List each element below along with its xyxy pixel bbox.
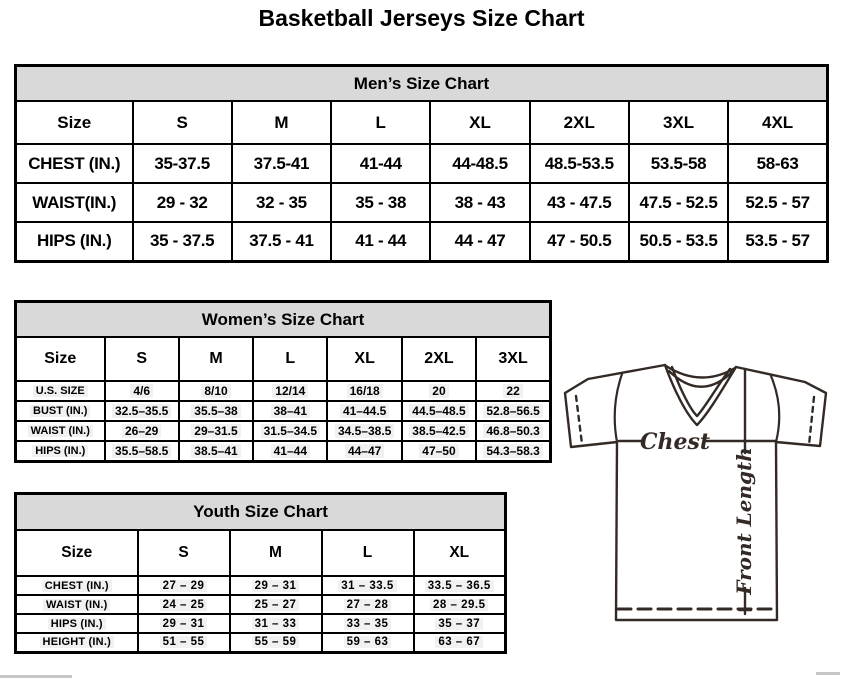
size-value: 48.5-53.5 — [544, 153, 614, 173]
size-value: 4/6 — [130, 384, 153, 398]
size-value-cell — [430, 222, 529, 261]
size-value-cell — [728, 144, 827, 183]
size-value: 38.5–42.5 — [409, 424, 468, 438]
size-value: 28 – 29.5 — [430, 599, 488, 611]
size-value-cell — [331, 183, 430, 222]
size-value: 44–47 — [345, 444, 384, 458]
size-value: 33.5 – 36.5 — [425, 580, 494, 592]
row-label-text: HIPS (IN.) — [48, 618, 106, 630]
page-title: Basketball Jerseys Size Chart — [258, 5, 585, 31]
column-header: S — [133, 101, 232, 144]
size-value: 16/18 — [347, 384, 383, 398]
size-value: 35 - 38 — [355, 192, 407, 212]
row-label — [16, 633, 138, 652]
size-value-cell — [253, 421, 327, 441]
size-value: 29 – 31 — [160, 618, 208, 630]
column-header: M — [179, 337, 253, 381]
column-header: 2XL — [402, 337, 476, 381]
column-header: L — [331, 101, 430, 144]
mens-title-row — [16, 66, 828, 102]
size-value: 35.5–38 — [191, 404, 240, 418]
size-value: 35 - 37.5 — [149, 231, 215, 251]
size-value: 34.5–38.5 — [335, 424, 394, 438]
table-row — [16, 183, 828, 222]
jersey-left-sleeve-seam — [615, 374, 622, 442]
size-value-cell — [530, 222, 629, 261]
jersey-measurement-diagram — [555, 352, 843, 644]
size-value-cell — [138, 576, 230, 595]
size-value: 46.8–50.3 — [483, 424, 542, 438]
table-row — [16, 222, 828, 261]
size-value: 35-37.5 — [154, 153, 210, 173]
size-value-cell — [253, 401, 327, 421]
size-value: 35.5–58.5 — [112, 444, 171, 458]
table-row — [16, 421, 551, 441]
size-value: 24 – 25 — [160, 599, 208, 611]
table-row — [16, 381, 551, 401]
size-value: 35 – 37 — [435, 618, 483, 630]
size-value-cell — [402, 421, 476, 441]
size-value: 37.5-41 — [253, 153, 310, 173]
column-header: Size — [16, 101, 133, 144]
size-value-cell — [327, 421, 401, 441]
size-value-cell — [230, 633, 322, 652]
size-value: 38.5–41 — [191, 444, 240, 458]
row-label-text: WAIST(IN.) — [32, 192, 117, 212]
front-length-label: Front Length — [732, 447, 756, 595]
size-value-cell — [105, 421, 179, 441]
size-value-cell — [105, 401, 179, 421]
womens-size-chart-table — [14, 300, 552, 463]
size-value-cell — [230, 614, 322, 633]
mens-column-header-row — [16, 101, 828, 144]
column-header: S — [105, 337, 179, 381]
column-header: Size — [16, 530, 138, 576]
size-value: 38–41 — [271, 404, 310, 418]
size-value: 41–44.5 — [340, 404, 389, 418]
row-label-text: HEIGHT (IN.) — [40, 636, 114, 648]
size-value: 52.5 - 57 — [745, 192, 810, 212]
size-value-cell — [430, 183, 529, 222]
size-value: 63 – 67 — [435, 636, 483, 648]
size-value-cell — [179, 401, 253, 421]
row-label — [16, 401, 105, 421]
size-value: 32 - 35 — [256, 192, 307, 212]
size-value-cell — [430, 144, 529, 183]
size-value: 44-48.5 — [452, 153, 508, 173]
size-value-cell — [133, 183, 232, 222]
jersey-right-sleeve-seam — [771, 376, 779, 442]
jersey-right-cuff-dash — [809, 397, 814, 445]
youth-title-row — [16, 494, 506, 531]
size-value: 33 – 35 — [344, 618, 392, 630]
size-value-cell — [179, 381, 253, 401]
size-value-cell — [232, 144, 331, 183]
size-value-cell — [414, 633, 506, 652]
row-label — [16, 381, 105, 401]
size-value: 58-63 — [756, 153, 799, 173]
size-value: 29 – 31 — [252, 580, 300, 592]
size-value-cell — [253, 441, 327, 461]
column-header: S — [138, 530, 230, 576]
size-value-cell — [230, 595, 322, 614]
row-label-text: HIPS (IN.) — [32, 445, 88, 457]
size-value: 31 – 33.5 — [338, 580, 396, 592]
column-header: 4XL — [728, 101, 827, 144]
size-value-cell — [402, 401, 476, 421]
size-value: 47 - 50.5 — [547, 231, 612, 251]
size-value-cell — [629, 222, 728, 261]
size-value: 27 – 28 — [344, 599, 392, 611]
row-label-text: CHEST (IN.) — [42, 580, 112, 592]
size-value: 22 — [503, 384, 522, 398]
column-header: L — [253, 337, 327, 381]
row-label-text: CHEST (IN.) — [28, 153, 121, 173]
size-value-cell — [322, 595, 414, 614]
size-value: 50.5 - 53.5 — [639, 231, 718, 251]
size-value-cell — [402, 381, 476, 401]
table-row — [16, 614, 506, 633]
size-value: 37.5 - 41 — [249, 231, 314, 251]
size-value-cell — [179, 441, 253, 461]
table-row — [16, 595, 506, 614]
size-value-cell — [138, 614, 230, 633]
size-value: 55 – 59 — [252, 636, 300, 648]
size-value: 47–50 — [419, 444, 458, 458]
size-value-cell — [402, 441, 476, 461]
size-value: 53.5-58 — [650, 153, 707, 173]
table-row — [16, 576, 506, 595]
size-value-cell — [414, 576, 506, 595]
size-value-cell — [414, 614, 506, 633]
size-value: 25 – 27 — [252, 599, 300, 611]
size-value: 44 - 47 — [454, 231, 506, 251]
table-row — [16, 441, 551, 461]
size-value: 54.3–58.3 — [483, 444, 542, 458]
youth-column-header-row — [16, 530, 506, 576]
row-label-text: U.S. SIZE — [33, 385, 88, 397]
size-value-cell — [476, 381, 550, 401]
size-value-cell — [232, 183, 331, 222]
scrollbar-fragment-right — [816, 672, 840, 675]
size-value: 59 – 63 — [344, 636, 392, 648]
row-label-text: WAIST (IN.) — [43, 599, 110, 611]
table-row — [16, 401, 551, 421]
size-value: 20 — [429, 384, 448, 398]
size-value: 41–44 — [271, 444, 310, 458]
table-row — [16, 144, 828, 183]
row-label — [16, 144, 133, 183]
size-value: 26–29 — [122, 424, 161, 438]
size-value-cell — [728, 222, 827, 261]
youth-table-title: Youth Size Chart — [16, 494, 506, 531]
size-value-cell — [331, 222, 430, 261]
size-value-cell — [327, 381, 401, 401]
size-value: 41-44 — [359, 153, 402, 173]
column-header: 3XL — [629, 101, 728, 144]
size-value-cell — [476, 441, 550, 461]
column-header: XL — [414, 530, 506, 576]
size-value: 32.5–35.5 — [112, 404, 171, 418]
size-value-cell — [105, 381, 179, 401]
chest-label: Chest — [639, 429, 711, 455]
size-value: 31.5–34.5 — [261, 424, 320, 438]
row-label — [16, 441, 105, 461]
size-value-cell — [230, 576, 322, 595]
size-value-cell — [331, 144, 430, 183]
size-value: 12/14 — [272, 384, 308, 398]
size-value: 29–31.5 — [191, 424, 240, 438]
size-value-cell — [476, 401, 550, 421]
row-label — [16, 183, 133, 222]
womens-column-header-row — [16, 337, 551, 381]
jersey-left-cuff-dash — [576, 396, 582, 444]
size-value-cell — [414, 595, 506, 614]
column-header: Size — [16, 337, 105, 381]
size-value-cell — [530, 183, 629, 222]
jersey-body-outline — [565, 365, 826, 620]
row-label — [16, 222, 133, 261]
column-header: L — [322, 530, 414, 576]
column-header: M — [232, 101, 331, 144]
mens-table-title: Men’s Size Chart — [16, 66, 828, 102]
size-value: 52.8–56.5 — [483, 404, 542, 418]
size-value: 8/10 — [201, 384, 230, 398]
row-label — [16, 421, 105, 441]
size-value: 47.5 - 52.5 — [639, 192, 718, 212]
row-label-text: WAIST (IN.) — [28, 425, 93, 437]
youth-size-chart-table — [14, 492, 507, 654]
womens-table-title: Women’s Size Chart — [16, 302, 551, 338]
size-value-cell — [138, 595, 230, 614]
size-value-cell — [133, 222, 232, 261]
size-value-cell — [253, 381, 327, 401]
row-label — [16, 614, 138, 633]
size-value-cell — [327, 441, 401, 461]
size-value-cell — [476, 421, 550, 441]
row-label-text: HIPS (IN.) — [37, 231, 112, 251]
size-value-cell — [629, 183, 728, 222]
scrollbar-fragment-left — [0, 675, 72, 678]
size-value: 27 – 29 — [160, 580, 208, 592]
size-value-cell — [133, 144, 232, 183]
size-value-cell — [327, 401, 401, 421]
row-label-text: BUST (IN.) — [30, 405, 90, 417]
table-row — [16, 633, 506, 652]
row-label — [16, 595, 138, 614]
mens-size-chart-table — [14, 64, 829, 263]
column-header: 3XL — [476, 337, 550, 381]
size-value-cell — [105, 441, 179, 461]
size-value-cell — [629, 144, 728, 183]
size-value: 43 - 47.5 — [547, 192, 612, 212]
size-value: 51 – 55 — [160, 636, 208, 648]
column-header: M — [230, 530, 322, 576]
size-value: 53.5 - 57 — [745, 231, 810, 251]
size-value-cell — [322, 576, 414, 595]
size-value-cell — [728, 183, 827, 222]
size-value-cell — [232, 222, 331, 261]
size-value: 31 – 33 — [252, 618, 300, 630]
size-value-cell — [179, 421, 253, 441]
size-value-cell — [322, 614, 414, 633]
column-header: 2XL — [530, 101, 629, 144]
column-header: XL — [430, 101, 529, 144]
size-value: 38 - 43 — [454, 192, 506, 212]
row-label — [16, 576, 138, 595]
size-value-cell — [322, 633, 414, 652]
jersey-diagram-svg — [555, 352, 843, 644]
size-value-cell — [138, 633, 230, 652]
size-value: 29 - 32 — [156, 192, 208, 212]
size-value-cell — [530, 144, 629, 183]
column-header: XL — [327, 337, 401, 381]
size-value: 41 - 44 — [355, 231, 407, 251]
size-value: 44.5–48.5 — [409, 404, 468, 418]
womens-title-row — [16, 302, 551, 338]
